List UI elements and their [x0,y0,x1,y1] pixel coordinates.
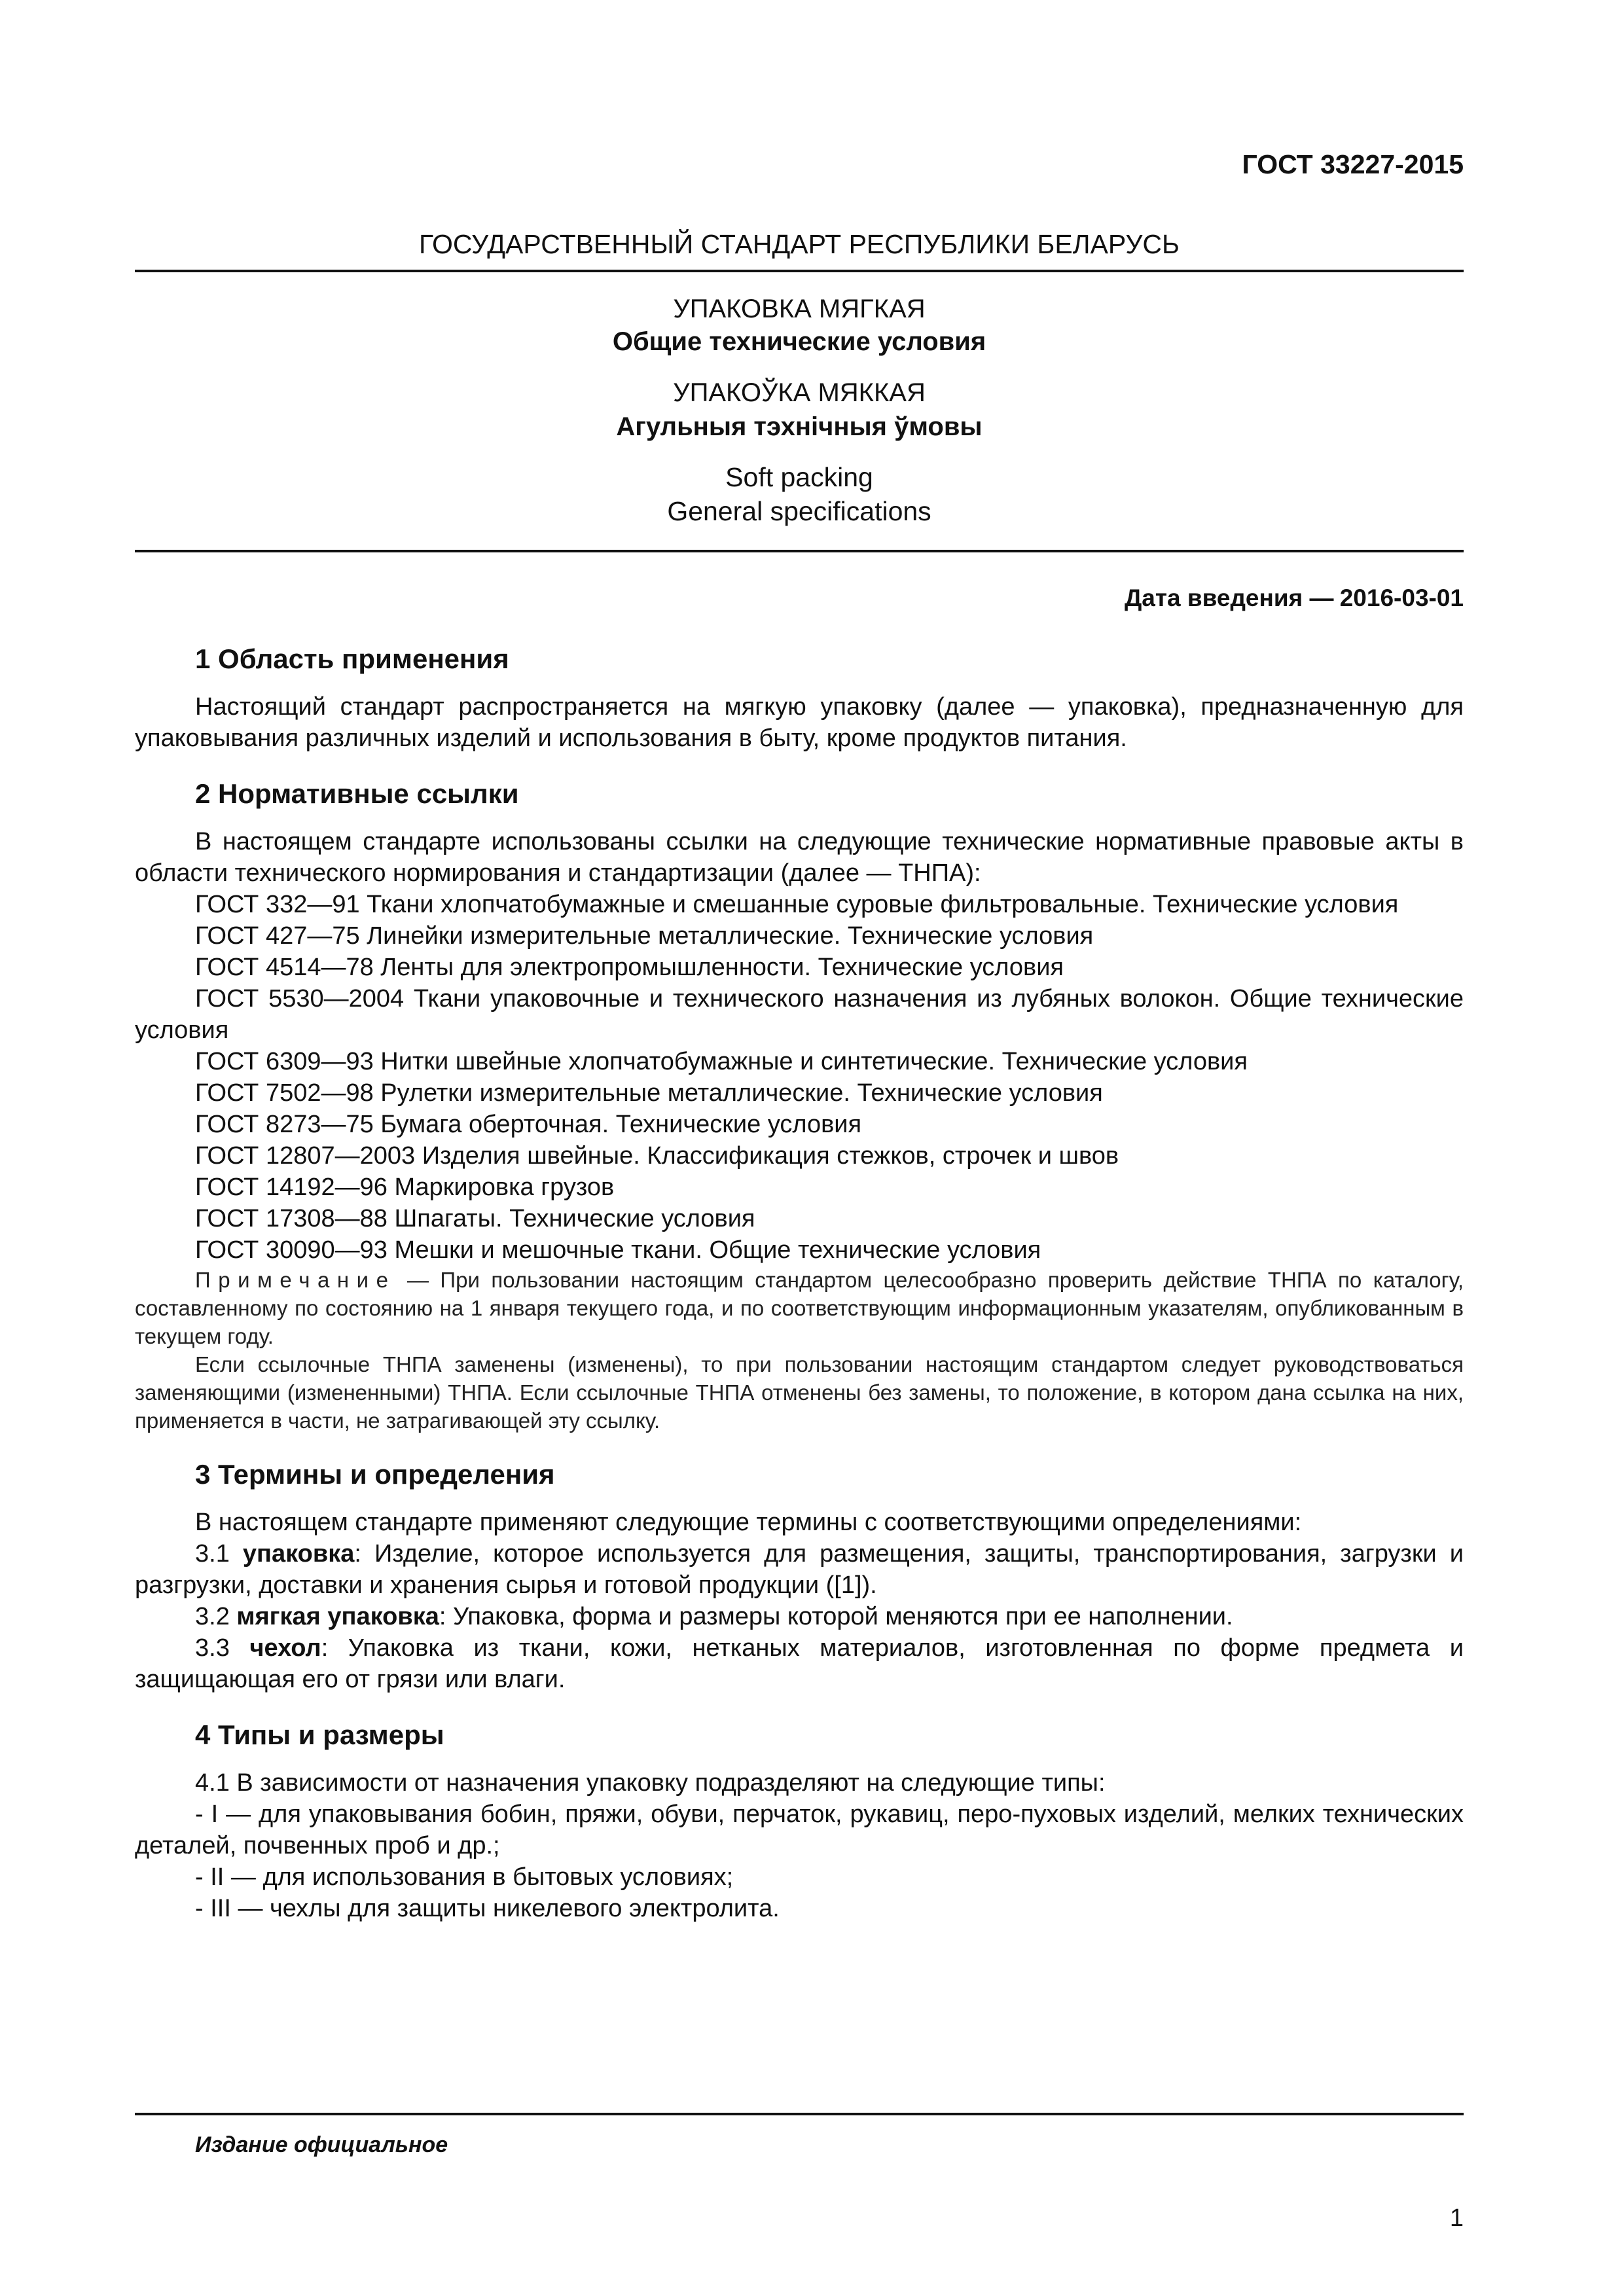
reference-item: ГОСТ 12807—2003 Изделия швейные. Классификация стежков, строчек и швов [195,1142,1119,1170]
section-heading: 4 Типы и размеры [195,1719,444,1750]
section-types-and-sizes [135,1717,1464,1924]
term-name: мягкая упаковка [236,1603,439,1630]
section-heading: 2 Нормативные ссылки [195,778,519,809]
term-definition [135,1632,1464,1695]
reference-item: ГОСТ 7502—98 Рулетки измерительные металлические. Технические условия [195,1079,1103,1107]
paragraph: В настоящем стандарте использованы ссылки на следующие технические нормативные правовые акты в области технического нормирования и стандартизации (далее — ТНПА): [135,828,1464,887]
note-label: Примечание [195,1268,396,1292]
standard-title: ГОСУДАРСТВЕННЫЙ СТАНДАРТ РЕСПУБЛИКИ БЕЛАРУСЬ [419,229,1180,259]
footer-rule [135,2113,1464,2115]
note-paragraph: Если ссылочные ТНПА заменены (изменены), то при пользовании настоящим стандартом следует руководствоваться заменяющими (измененными) ТНПА. Если ссылочные ТНПА отменены без замены, то положение, в котором дана ссылка на них, применяется в части, не затрагивающей эту ссылку. [135,1352,1464,1433]
reference-item: ГОСТ 4514—78 Ленты для электропромышленности. Технические условия [195,954,1064,981]
note-paragraph [135,1266,1464,1350]
reference-item: ГОСТ 332—91 Ткани хлопчатобумажные и смешанные суровые фильтровальные. Технические условия [195,891,1399,918]
term-text: : Упаковка, форма и размеры которой меняются при ее наполнении. [439,1603,1233,1630]
introduction-date [1125,584,1464,612]
title-belarusian: УПАКОЎКА МЯККАЯ [673,378,926,407]
reference-item: ГОСТ 5530—2004 Ткани упаковочные и технического назначения из лубяных волокон. Общие технические условия [135,985,1464,1044]
reference-item: ГОСТ 427—75 Линейки измерительные металлические. Технические условия [195,922,1094,950]
term-number: 3.2 [195,1603,237,1630]
term-name: чехол [249,1634,321,1662]
section-scope [135,641,1464,754]
header-rule-bottom [135,550,1464,552]
list-item: - I — для упаковывания бобин, пряжи, обуви, перчаток, рукавиц, перо-пуховых изделий, мелких технических деталей, почвенных проб и др.; [135,1801,1464,1859]
section-normative-references [135,776,1464,1435]
section-heading: 3 Термины и определения [195,1459,555,1490]
term-number: 3.1 [195,1540,243,1568]
document-body [135,641,1464,1924]
section-terms [135,1457,1464,1695]
page-number: 1 [1449,2204,1464,2232]
reference-item: ГОСТ 17308—88 Шпагаты. Технические условия [195,1205,755,1232]
term-number: 3.3 [195,1634,250,1662]
paragraph: В настоящем стандарте применяют следующие термины с соответствующими определениями: [195,1509,1302,1536]
title-russian: УПАКОВКА МЯГКАЯ [673,295,926,323]
document-number: ГОСТ 33227-2015 [1242,149,1464,179]
reference-item: ГОСТ 8273—75 Бумага оберточная. Технические условия [195,1111,862,1138]
reference-item: ГОСТ 14192—96 Маркировка грузов [195,1174,615,1201]
date-label: Дата введения — [1124,584,1334,611]
paragraph: 4.1 В зависимости от назначения упаковку подразделяют на следующие типы: [195,1769,1106,1797]
list-item: - II — для использования в бытовых условиях; [195,1863,734,1891]
header-rule-top [135,270,1464,272]
paragraph: Настоящий стандарт распространяется на мягкую упаковку (далее — упаковка), предназначенную для упаковывания различных изделий и использования в быту, кроме продуктов питания. [135,693,1464,752]
subtitle-russian: Общие технические условия [612,327,986,356]
list-item: - III — чехлы для защиты никелевого электролита. [195,1895,780,1922]
reference-item: ГОСТ 30090—93 Мешки и мешочные ткани. Общие технические условия [195,1236,1041,1264]
date-value: 2016-03-01 [1339,584,1464,611]
title-english: Soft packing [725,462,873,492]
subtitle-english: General specifications [667,496,931,526]
reference-item: ГОСТ 6309—93 Нитки швейные хлопчатобумажные и синтетические. Технические условия [195,1048,1248,1075]
term-definition [135,1538,1464,1601]
subtitle-belarusian: Агульныя тэхнічныя ўмовы [616,412,983,441]
note-text: — При пользовании настоящим стандартом целесообразно проверить действие ТНПА по каталогу, составленному по состоянию на 1 января текущего года, и по соответствующим информационным указателям, опубликованным в текущем году. [135,1268,1464,1348]
section-heading: 1 Область применения [195,643,509,674]
term-text: : Упаковка из ткани, кожи, нетканых материалов, изготовленная по форме предмета и защищающая его от грязи или влаги. [135,1634,1464,1693]
term-definition [135,1601,1464,1632]
term-name: упаковка [242,1540,355,1568]
official-edition-label: Издание официальное [195,2132,448,2157]
term-text: : Изделие, которое используется для размещения, защиты, транспортирования, загрузки и разгрузки, доставки и хранения сырья и готовой продукции ([1]). [135,1540,1464,1599]
